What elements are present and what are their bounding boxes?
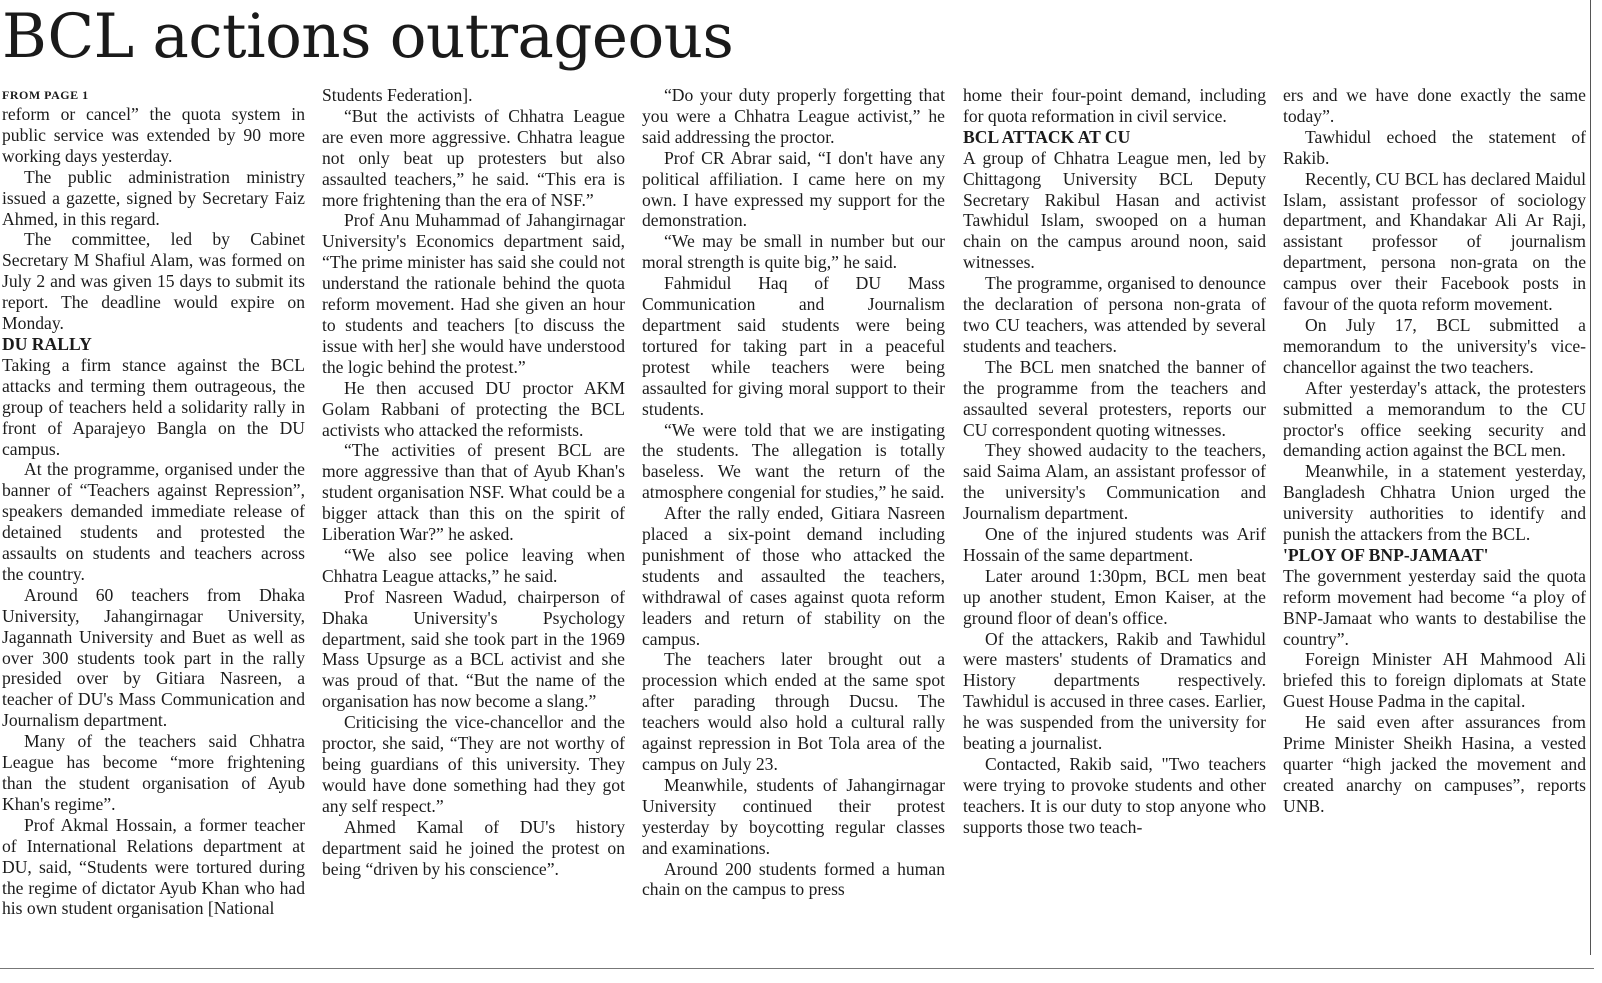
paragraph: “Do your duty properly forgetting that you were a Chhatra League activist,” he said addressing the proctor.: [642, 85, 945, 147]
paragraph: A group of Chhatra League men, led by Chittagong University BCL Deputy Secretary Rakibul Hasan and activist Tawhidul Islam, swooped on a human chain on the campus around noon, said witnesses.: [963, 147, 1266, 273]
paragraph: home their four-point demand, including for quota reformation in civil service.: [963, 85, 1266, 126]
paragraph: Recently, CU BCL has declared Maidul Islam, assistant professor of sociology department, and Khandakar Ali Ar Raji, assistant professor of journalism department, persona non-grata on the campus over their Facebook posts in favour of the quota reform movement.: [1283, 168, 1586, 315]
article-column-4: [963, 85, 1266, 965]
paragraph: Of the attackers, Rakib and Tawhidul were masters' students of Dramatics and History departments respectively. Tawhidul is accused in three cases. Earlier, he was suspended from the university for beating a journalist.: [963, 628, 1266, 754]
bottom-rule: [0, 968, 1594, 969]
article-column-1: [2, 85, 305, 965]
subheading: 'PLOY OF BNP-JAMAAT': [1283, 544, 1489, 565]
paragraph: Prof Nasreen Wadud, chairperson of Dhaka University's Psychology department, said she took part in the 1969 Mass Upsurge as a BCL activist and she was proud of that. “But the name of the organisation has now become a slang.”: [322, 586, 625, 712]
subheading: BCL ATTACK AT CU: [963, 126, 1131, 147]
paragraph: Around 60 teachers from Dhaka University, Jahangirnagar University, Jagannath University and Buet as well as over 300 students took part in the rally presided over by Gitiara Nasreen, a teacher of DU's Mass Communication and Journalism department.: [2, 584, 305, 731]
paragraph: “We also see police leaving when Chhatra League attacks,” he said.: [322, 544, 625, 586]
paragraph: The teachers later brought out a procession which ended at the same spot after parading through Ducsu. The teachers would also hold a cultural rally against repression in Bot Tola area of the campus on July 23.: [642, 649, 945, 774]
paragraph: The government yesterday said the quota reform movement had become “a ploy of BNP-Jamaat who wants to destabilise the country”.: [1283, 565, 1586, 649]
paragraph: The programme, organised to denounce the declaration of persona non-grata of two CU teachers, was attended by several students and teachers.: [963, 273, 1266, 356]
paragraph: Prof Akmal Hossain, a former teacher of International Relations department at DU, said, “Students were tortured during the regime of dictator Ayub Khan who had his own student organisation [National: [2, 814, 305, 919]
paragraph: He then accused DU proctor AKM Golam Rabbani of protecting the BCL activists who attacked the reformists.: [322, 377, 625, 440]
paragraph: ers and we have done exactly the same today”.: [1283, 85, 1586, 126]
paragraph: Fahmidul Haq of DU Mass Communication and Journalism department said students were being tortured for taking part in a peaceful protest while teachers were being assaulted for giving moral support to their students.: [642, 273, 945, 419]
article-column-2: [322, 85, 625, 965]
paragraph: “But the activists of Chhatra League are even more aggressive. Chhatra league not only beat up protesters but also assaulted teachers,” he said. “This era is more frightening than the era of NSF.”: [322, 105, 625, 210]
paragraph: On July 17, BCL submitted a memorandum to the university's vice-chancellor against the two teachers.: [1283, 314, 1586, 377]
paragraph: One of the injured students was Arif Hossain of the same department.: [963, 524, 1266, 565]
paragraph: The BCL men snatched the banner of the programme from the teachers and assaulted several protesters, reports our CU correspondent quoting witnesses.: [963, 356, 1266, 440]
paragraph: Taking a firm stance against the BCL attacks and terming them outrageous, the group of teachers held a solidarity rally in front of Aparajeyo Bangla on the DU campus.: [2, 354, 305, 459]
paragraph: He said even after assurances from Prime Minister Sheikh Hasina, a vested quarter “high jacked the movement and created anarchy on campuses”, reports UNB.: [1283, 712, 1586, 816]
article-column-5: [1283, 85, 1586, 965]
paragraph: “We were told that we are instigating the students. The allegation is totally baseless. We want the return of the atmosphere congenial for studies,” he said.: [642, 419, 945, 503]
paragraph: Prof CR Abrar said, “I don't have any political affiliation. I came here on my own. I have expressed my support for the demonstration.: [642, 147, 945, 231]
subheading: DU RALLY: [2, 333, 92, 354]
paragraph: Prof Anu Muhammad of Jahangirnagar University's Economics department said, “The prime minister has said she could not understand the rationale behind the quota reform movement. Had she given an hour to students and teachers [to discuss the issue with her] she would have understood the logic behind the protest.”: [322, 210, 625, 377]
paragraph: “The activities of present BCL are more aggressive than that of Ayub Khan's student organisation NSF. What could be a bigger attack than this on the spirit of Liberation War?” he asked.: [322, 440, 625, 545]
paragraph: The public administration ministry issued a gazette, signed by Secretary Faiz Ahmed, in this regard.: [2, 166, 305, 229]
from-page-label: FROM PAGE 1: [2, 88, 89, 102]
paragraph: Around 200 students formed a human chain on the campus to press: [642, 858, 945, 900]
paragraph: At the programme, organised under the banner of “Teachers against Repression”, speakers demanded immediate release of detained students and protested the assaults on students and teachers across the country.: [2, 459, 305, 584]
article-column-3: [642, 85, 945, 965]
paragraph: “We may be small in number but our moral strength is quite big,” he said.: [642, 231, 945, 273]
paragraph: Foreign Minister AH Mahmood Ali briefed this to foreign diplomats at State Guest House Padma in the capital.: [1283, 649, 1586, 712]
paragraph: Later around 1:30pm, BCL men beat up another student, Emon Kaiser, at the ground floor of dean's office.: [963, 565, 1266, 628]
paragraph: Criticising the vice-chancellor and the proctor, she said, “They are not worthy of being guardians of this university. They would have done something had they got any self respect.”: [322, 712, 625, 816]
paragraph: Tawhidul echoed the statement of Rakib.: [1283, 126, 1586, 168]
column-rule: [1590, 0, 1591, 955]
paragraph: Contacted, Rakib said, "Two teachers were trying to provoke students and other teachers. It is our duty to stop anyone who supports those two teach-: [963, 754, 1266, 837]
headline: BCL actions outrageous: [2, 1, 734, 72]
paragraph: Meanwhile, students of Jahangirnagar University continued their protest yesterday by boycotting regular classes and examinations.: [642, 774, 945, 858]
paragraph: Meanwhile, in a statement yesterday, Bangladesh Chhatra Union urged the university authorities to identify and punish the attackers from the BCL.: [1283, 461, 1586, 545]
paragraph: Ahmed Kamal of DU's history department said he joined the protest on being “driven by his conscience”.: [322, 816, 625, 879]
paragraph: Students Federation].: [322, 85, 473, 105]
paragraph: After the rally ended, Gitiara Nasreen placed a six-point demand including punishment of those who attacked the students and assaulted the teachers, withdrawal of cases against quota reform leaders and return of stability on the campus.: [642, 503, 945, 649]
paragraph: After yesterday's attack, the protesters submitted a memorandum to the CU proctor's office seeking security and demanding action against the BCL men.: [1283, 377, 1586, 461]
paragraph: They showed audacity to the teachers, said Saima Alam, an assistant professor of the university's Communication and Journalism department.: [963, 440, 1266, 524]
paragraph: reform or cancel” the quota system in public service was extended by 90 more working days yesterday.: [2, 104, 305, 166]
paragraph: Many of the teachers said Chhatra League has become “more frightening than the student organisation of Ayub Khan's regime”.: [2, 731, 305, 814]
paragraph: The committee, led by Cabinet Secretary M Shafiul Alam, was formed on July 2 and was given 15 days to submit its report. The deadline would expire on Monday.: [2, 229, 305, 334]
